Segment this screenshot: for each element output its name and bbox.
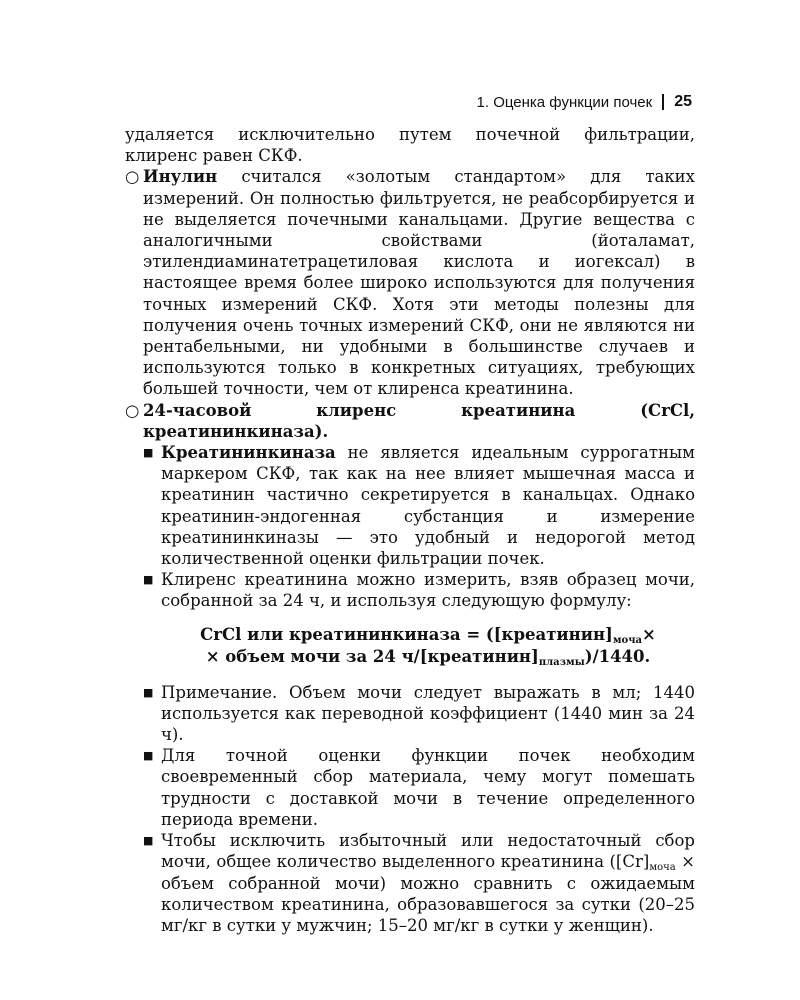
list-item-creatinine-kinase — [125, 442, 695, 569]
circle-bullet-icon: ○ — [125, 167, 140, 187]
timely-collection-text: Для точной оценки функции почек необходим своевременный сбор материала, чему могут помешать трудности с доставкой мочи в течение определенного периода времени. — [161, 746, 695, 829]
header-separator — [662, 94, 664, 110]
running-header — [477, 93, 692, 111]
crcl-heading-text: 24-часовой клиренс креатинина (CrCl, креатининкиназа). — [143, 400, 695, 441]
square-bullet-icon: ■ — [143, 685, 154, 699]
circle-bullet-icon: ○ — [125, 400, 140, 420]
creatinine-kinase-text: не является идеальным суррогатным маркером СКФ, так как на нее влияет мышечная масса и креатинин частично секретируется в канальцах. Однако креатинин-эндогенная субстанция и измерение креатининкиназы — это удобный и недорогой метод количественной оценки фильтрации почек. — [161, 443, 695, 569]
term-creatinine-kinase: Креатининкиназа — [161, 443, 336, 463]
square-bullet-icon: ■ — [143, 834, 154, 848]
body-text — [125, 124, 695, 936]
crcl-formula — [125, 624, 695, 668]
cr-urine-subscript: моча — [649, 862, 676, 874]
list-item-inulin — [125, 166, 695, 399]
list-item-excess-collection: ■ Чтобы исключить избыточный или недостаточный сбор мочи, общее количество выделенного креатинина ($[Cr]_{моча}$ × объем собранной мочи) можно сравнить с ожидаемым количеством креатинина, образовавшегося за сутки (20–25 мг/кг в сутки у мужчин; 15–20 мг/кг в сутки у женщин). — [143, 831, 695, 935]
chapter-title: 1. Оценка функции почек — [476, 93, 653, 111]
formula-subscript-urine: моча — [612, 634, 643, 646]
list-item-note — [125, 682, 695, 746]
square-bullet-icon: ■ — [143, 573, 154, 587]
formula-line-1: CrCl или креатининкиназа = ($[креатинин]_{моча}\times$ — [200, 624, 656, 646]
term-inulin: Инулин — [143, 167, 218, 187]
square-bullet-icon: ■ — [143, 446, 154, 460]
list-item-clearance — [125, 569, 695, 611]
formula-subscript-plasma: плазмы — [538, 656, 585, 668]
clearance-text: Клиренс креатинина можно измерить, взяв образец мочи, собранной за 24 ч, и используя следующую формулу: — [161, 570, 695, 611]
list-item-crcl-heading — [125, 400, 695, 442]
page-number: 25 — [674, 93, 692, 110]
list-item-timely-collection — [125, 745, 695, 830]
intro-paragraph: удаляется исключительно путем почечной фильтрации, клиренс равен СКФ. — [125, 125, 695, 166]
note-text: Примечание. Объем мочи следует выражать в мл; 1440 используется как переводной коэффициент (1440 мин за 24 ч). — [161, 682, 695, 745]
square-bullet-icon: ■ — [143, 749, 154, 763]
inulin-text: считался «золотым стандартом» для таких измерений. Он полностью фильтруется, не реабсорбируется и не выделяется почечными канальцами. Другие вещества с аналогичными свойствами (йоталамат, этилендиаминатетрацетиловая кислота и иогексал) в настоящее время более широко используются для получения точных измерений СКФ. Хотя эти методы полезны для получения очень точных измерений СКФ, они не являются ни рентабельными, ни удобными в большинстве случаев и используются только в конкретных ситуациях, требующих большей точности, чем от клиренса креатинина. — [143, 167, 695, 399]
formula-line-2: × объем мочи за 24 $ч/[креатинин]_{плазмы})/1440$. — [205, 646, 651, 668]
